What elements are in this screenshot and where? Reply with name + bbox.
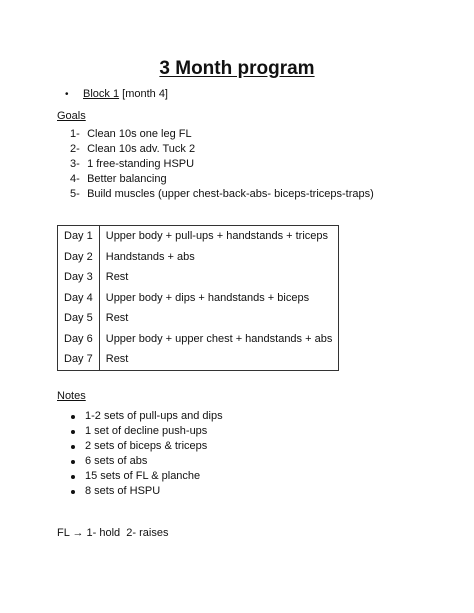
note-text: 2 sets of biceps & triceps xyxy=(85,440,208,452)
bullet-icon xyxy=(71,475,75,479)
block-label xyxy=(83,88,168,100)
day-cell: Day 7 xyxy=(58,349,100,370)
plan-cell: Rest xyxy=(99,308,339,329)
goal-number: 4- xyxy=(70,173,80,185)
note-text: 1-2 sets of pull-ups and dips xyxy=(85,410,223,422)
bullet-icon xyxy=(71,490,75,494)
table-row xyxy=(58,349,339,370)
goals-heading: Goals xyxy=(57,110,86,122)
goal-item xyxy=(70,187,374,202)
goal-text: Clean 10s one leg FL xyxy=(87,128,192,140)
notes-heading: Notes xyxy=(57,390,86,402)
goals-list xyxy=(70,127,374,202)
plan-cell: Rest xyxy=(99,267,339,288)
bullet-icon xyxy=(71,460,75,464)
day-cell: Day 1 xyxy=(58,226,100,247)
table-row xyxy=(58,329,339,350)
goal-number: 1- xyxy=(70,128,80,140)
block-suffix: [month 4] xyxy=(119,88,168,100)
bullet-icon xyxy=(71,445,75,449)
block-name: Block 1 xyxy=(83,88,120,100)
goal-text: Build muscles (upper chest-back-abs- biceps-triceps-traps) xyxy=(87,188,374,200)
goal-number: 3- xyxy=(70,158,80,170)
weekly-schedule-table xyxy=(57,225,339,371)
list-item xyxy=(71,469,223,484)
goal-text: 1 free-standing HSPU xyxy=(87,158,195,170)
day-cell: Day 5 xyxy=(58,308,100,329)
goal-number: 5- xyxy=(70,188,80,200)
goal-item xyxy=(70,127,374,142)
list-item xyxy=(71,484,223,499)
goal-item xyxy=(70,142,374,157)
bullet-icon xyxy=(71,430,75,434)
note-text: 1 set of decline push-ups xyxy=(85,425,208,437)
table-row xyxy=(58,267,339,288)
table-row xyxy=(58,226,339,247)
bullet-icon: • xyxy=(65,89,69,100)
table-row xyxy=(58,288,339,309)
plan-cell: Rest xyxy=(99,349,339,370)
table-row xyxy=(58,247,339,268)
list-item xyxy=(71,454,223,469)
bullet-icon xyxy=(71,415,75,419)
day-cell: Day 3 xyxy=(58,267,100,288)
list-item xyxy=(71,409,223,424)
note-text: 8 sets of HSPU xyxy=(85,485,161,497)
day-cell: Day 6 xyxy=(58,329,100,350)
goal-item xyxy=(70,157,374,172)
note-text: 15 sets of FL & planche xyxy=(85,470,201,482)
plan-cell: Handstands + abs xyxy=(99,247,339,268)
fl-note: FL → 1- hold 2- raises xyxy=(57,527,169,539)
notes-list xyxy=(71,409,223,499)
list-item xyxy=(71,424,223,439)
goal-text: Better balancing xyxy=(87,173,167,185)
block-line xyxy=(65,88,168,100)
day-cell: Day 2 xyxy=(58,247,100,268)
note-text: 6 sets of abs xyxy=(85,455,148,467)
goal-text: Clean 10s adv. Tuck 2 xyxy=(87,143,196,155)
goal-item xyxy=(70,172,374,187)
table-row xyxy=(58,308,339,329)
list-item xyxy=(71,439,223,454)
plan-cell: Upper body + upper chest + handstands + abs xyxy=(99,329,339,350)
day-cell: Day 4 xyxy=(58,288,100,309)
page-title: 3 Month program xyxy=(159,58,315,79)
plan-cell: Upper body + pull-ups + handstands + triceps xyxy=(99,226,339,247)
goal-number: 2- xyxy=(70,143,80,155)
plan-cell: Upper body + dips + handstands + biceps xyxy=(99,288,339,309)
